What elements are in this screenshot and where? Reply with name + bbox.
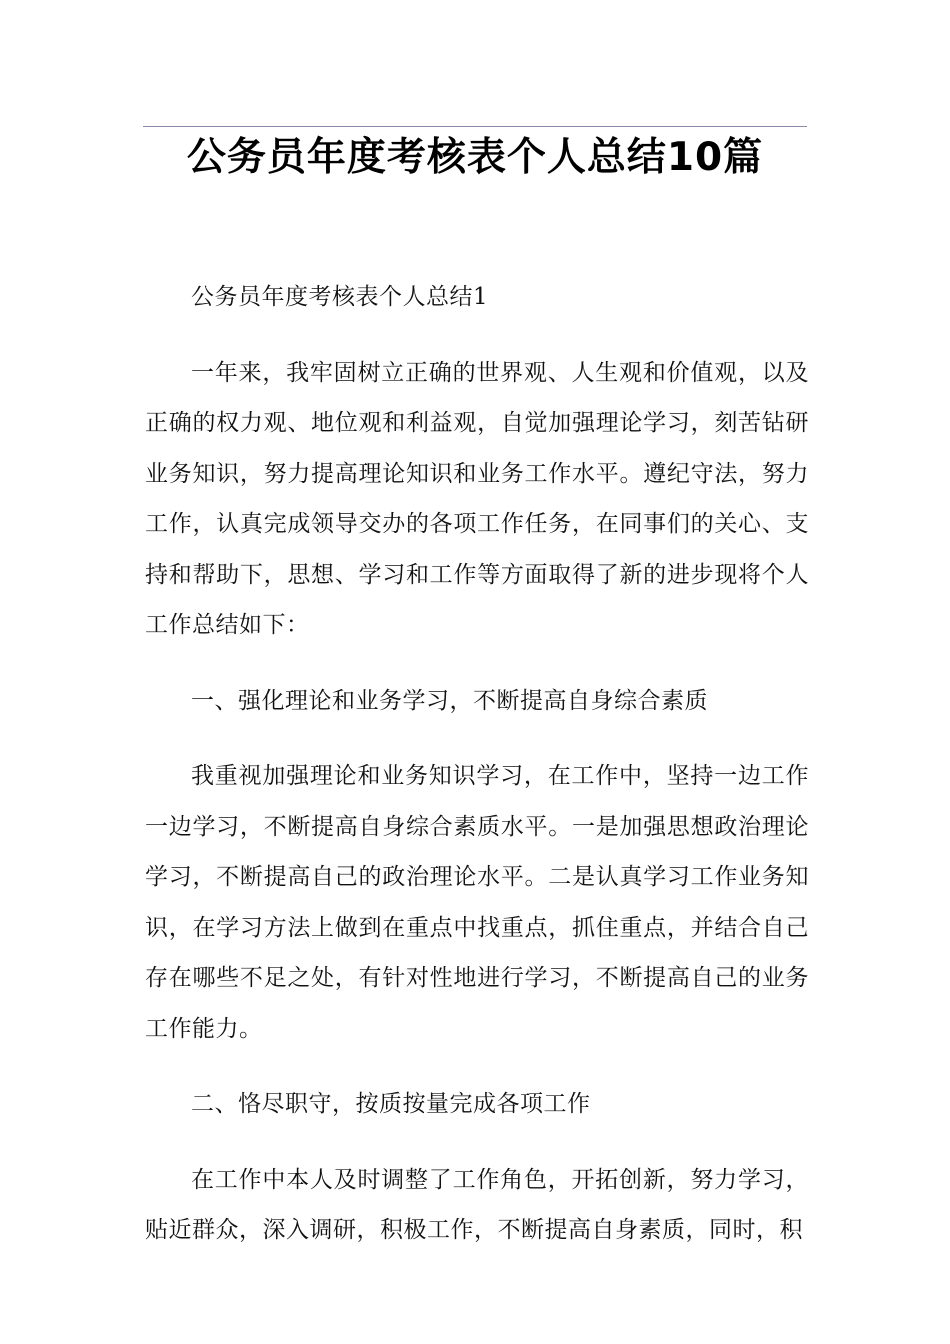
title-rule xyxy=(143,126,807,127)
heading-two: 二、恪尽职守，按质按量完成各项工作 xyxy=(191,1091,591,1117)
section-title: 公务员年度考核表个人总结1 xyxy=(191,284,489,310)
spacer xyxy=(145,726,809,751)
paragraph-two: 在工作中本人及时调整了工作角色，开拓创新，努力学习，贴近群众，深入调研，积极工作，不断提高自身素质，同时，积 xyxy=(145,1166,809,1243)
document-title: 公务员年度考核表个人总结10篇 xyxy=(186,135,764,180)
spacer xyxy=(145,1130,809,1155)
paragraph-one: 我重视加强理论和业务知识学习，在工作中，坚持一边工作一边学习，不断提高自身综合素质水平。一是加强思想政治理论学习，不断提高自己的政治理论水平。二是认真学习工作业务知识，在学习方法上做到在重点中找重点，抓住重点，并结合自己存在哪些不足之处，有针对性地进行学习，不断提高自己的业务工作能力。 xyxy=(145,763,809,1042)
document-body xyxy=(145,272,809,1256)
spacer xyxy=(145,323,809,348)
intro-paragraph: 一年来，我牢固树立正确的世界观、人生观和价值观，以及正确的权力观、地位观和利益观，自觉加强理论学习，刻苦钻研业务知识，努力提高理论知识和业务工作水平。遵纪守法，努力工作，认真完成领导交办的各项工作任务，在同事们的关心、支持和帮助下，思想、学习和工作等方面取得了新的进步现将个人工作总结如下： xyxy=(145,359,809,638)
heading-one: 一、强化理论和业务学习，不断提高自身综合素质 xyxy=(191,687,708,714)
spacer xyxy=(145,651,809,676)
spacer xyxy=(145,1054,809,1079)
